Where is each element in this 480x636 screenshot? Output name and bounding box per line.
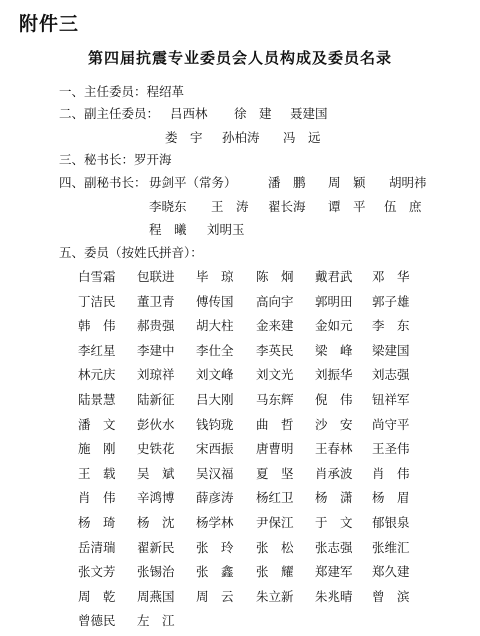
deputy-secretary-name: 毋剑平（常务） <box>149 175 237 190</box>
member-name: 吕大刚 <box>196 392 234 407</box>
member-name: 曲 哲 <box>256 416 294 432</box>
deputy-secretary-label-row <box>59 173 147 191</box>
member-name: 郭明田 <box>315 293 353 309</box>
member-name: 董卫青 <box>137 293 175 309</box>
member-name: 梁 峰 <box>315 342 353 358</box>
member-name: 薛彦涛 <box>196 490 234 506</box>
deputy-director-name: 孙柏涛 <box>222 130 260 145</box>
member-name: 李 东 <box>372 318 410 334</box>
member-name: 张 玲 <box>196 539 234 555</box>
member-name: 刘琼祥 <box>137 367 175 383</box>
member-name: 张 耀 <box>256 564 294 580</box>
member-name: 钮祥军 <box>372 392 410 407</box>
member-name: 周 乾 <box>78 588 116 604</box>
member-name: 张锡治 <box>137 564 175 580</box>
member-name: 施 刚 <box>78 441 116 457</box>
member-name: 张 松 <box>256 539 294 555</box>
member-name: 朱立新 <box>256 588 294 604</box>
member-name: 杨红卫 <box>256 490 294 506</box>
member-name: 杨 琦 <box>78 515 116 530</box>
member-name: 郑久建 <box>372 564 410 580</box>
deputy-secretary-name: 李晓东 <box>149 199 187 214</box>
member-name: 肖承波 <box>315 465 353 481</box>
deputy-director-name: 聂建国 <box>290 106 328 121</box>
member-name: 钱钧珑 <box>196 416 234 432</box>
member-name: 马东辉 <box>256 392 294 407</box>
member-name: 王圣伟 <box>372 441 410 457</box>
member-name: 金如元 <box>315 318 353 334</box>
member-name: 肖 伟 <box>372 465 410 481</box>
member-name: 胡大柱 <box>196 318 234 334</box>
deputy-secretary-name: 周 颖 <box>328 175 366 190</box>
deputy-secretary-name: 程 曦 <box>149 222 187 237</box>
member-name: 尹保江 <box>256 515 294 530</box>
member-name: 郑建军 <box>315 564 353 580</box>
director-row <box>59 82 184 100</box>
member-name: 张文芳 <box>78 564 116 580</box>
member-name: 曾 滨 <box>372 588 410 604</box>
deputy-secretary-label: 四、副秘书长： <box>59 175 147 190</box>
member-name: 刘文峰 <box>196 367 234 383</box>
members-label: 五、委员（按姓氏拼音）： <box>59 245 203 260</box>
deputy-secretary-name: 刘明玉 <box>207 222 245 237</box>
member-name: 陈 炯 <box>256 269 294 284</box>
member-name: 郭子雄 <box>372 293 410 309</box>
member-name: 唐曹明 <box>256 441 294 457</box>
secretary-name: 罗开海 <box>134 152 172 167</box>
member-name: 周燕国 <box>137 588 175 604</box>
secretary-label: 三、秘书长： <box>59 152 135 167</box>
member-name: 于 文 <box>315 515 353 530</box>
deputy-secretary-name: 伍 庶 <box>384 199 422 214</box>
member-name: 辛鸿博 <box>137 490 175 506</box>
member-name: 沙 安 <box>315 416 353 432</box>
member-name: 刘志强 <box>372 367 410 383</box>
member-name: 杨学林 <box>196 515 234 530</box>
member-name: 李建中 <box>137 342 175 358</box>
deputy-director-name: 冯 远 <box>283 130 321 145</box>
deputy-director-name: 吕西林 <box>170 106 208 121</box>
member-name: 岳清瑞 <box>78 539 116 555</box>
director-name: 程绍革 <box>146 84 185 99</box>
member-name: 韩 伟 <box>78 318 116 334</box>
member-name: 郝贵强 <box>137 318 175 334</box>
member-name: 金来建 <box>256 318 294 334</box>
member-name: 刘振华 <box>315 367 353 383</box>
member-name: 戴君武 <box>315 269 353 284</box>
member-name: 倪 伟 <box>315 392 353 407</box>
member-name: 史铁花 <box>137 441 175 457</box>
member-name: 李仕全 <box>196 342 234 358</box>
member-name: 夏 坚 <box>256 465 294 481</box>
member-name: 傅传国 <box>196 293 234 309</box>
member-name: 郁银泉 <box>372 515 410 530</box>
member-name: 陆新征 <box>137 392 175 407</box>
member-name: 潘 文 <box>78 416 116 432</box>
member-name: 毕 琼 <box>196 269 234 284</box>
member-name: 张 鑫 <box>196 564 234 580</box>
member-name: 丁洁民 <box>78 293 116 309</box>
member-name: 刘文光 <box>256 367 294 383</box>
member-name: 王 载 <box>78 465 116 481</box>
member-name: 杨 眉 <box>372 490 410 506</box>
member-name: 邓 华 <box>372 269 410 284</box>
member-name: 王春林 <box>315 441 353 457</box>
member-name: 肖 伟 <box>78 490 116 506</box>
member-name: 吴 斌 <box>137 465 175 481</box>
member-name: 朱兆晴 <box>315 588 353 604</box>
member-name: 周 云 <box>196 588 234 604</box>
member-name: 彭伙水 <box>137 416 175 432</box>
member-name: 李红星 <box>78 342 116 358</box>
member-name: 杨 潇 <box>315 490 353 506</box>
deputy-director-label: 二、副主任委员： <box>59 106 160 121</box>
deputy-director-label-row <box>59 104 159 122</box>
deputy-secretary-name: 胡明祎 <box>389 175 427 190</box>
deputy-director-name: 徐 建 <box>234 106 272 121</box>
member-name: 曾德民 <box>78 613 116 629</box>
secretary-row <box>59 150 172 168</box>
document-title: 第四届抗震专业委员会人员构成及委员名录 <box>87 49 392 67</box>
deputy-secretary-name: 潘 鹏 <box>268 175 306 190</box>
deputy-director-name: 娄 宇 <box>165 130 203 145</box>
member-name: 张志强 <box>315 539 353 555</box>
member-name: 宋西振 <box>196 441 234 457</box>
director-label: 一、主任委员： <box>59 84 147 99</box>
members-label-row <box>59 243 203 261</box>
member-name: 陆景慧 <box>78 392 116 407</box>
deputy-secretary-name: 翟长海 <box>268 199 306 214</box>
attachment-label: 附件三 <box>19 13 80 35</box>
member-name: 张维汇 <box>372 539 410 555</box>
member-name: 吴汉福 <box>196 465 234 481</box>
deputy-secretary-name: 谭 平 <box>328 199 366 214</box>
member-name: 杨 沈 <box>137 515 175 530</box>
member-name: 包联进 <box>137 269 175 284</box>
member-name: 尚守平 <box>372 416 410 432</box>
member-name: 梁建国 <box>372 342 410 358</box>
member-name: 李英民 <box>256 342 294 358</box>
member-name: 林元庆 <box>78 367 116 383</box>
member-name: 高向宇 <box>256 293 294 309</box>
member-name: 翟新民 <box>137 539 175 555</box>
member-name: 左 江 <box>137 613 175 629</box>
deputy-secretary-name: 王 涛 <box>211 199 249 214</box>
member-name: 白雪霜 <box>78 269 116 284</box>
